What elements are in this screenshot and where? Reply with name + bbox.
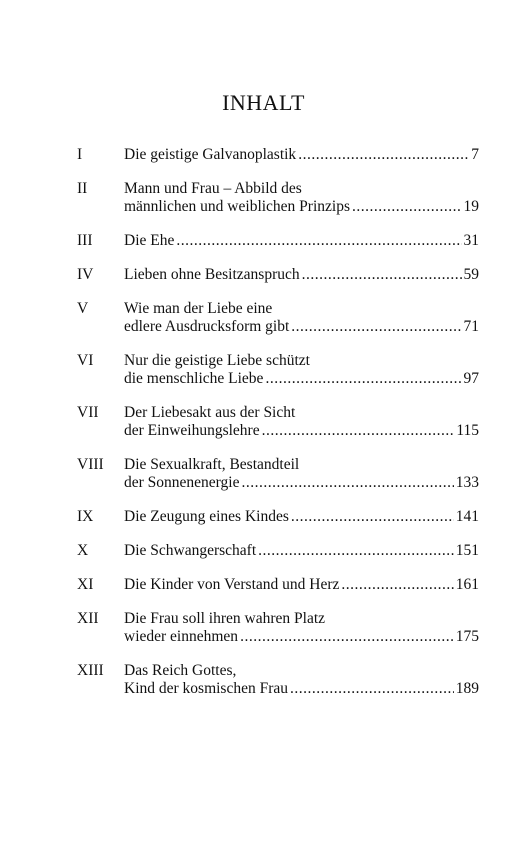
toc-entry bbox=[77, 456, 479, 492]
page-number: 175 bbox=[455, 628, 479, 645]
chapter-number: IV bbox=[77, 266, 94, 283]
chapter-title-block bbox=[124, 404, 479, 440]
dot-leader bbox=[242, 474, 454, 492]
page-number: 189 bbox=[455, 680, 479, 697]
dot-leader bbox=[176, 232, 461, 250]
page-number: 151 bbox=[455, 542, 479, 559]
chapter-title-block bbox=[124, 508, 479, 526]
chapter-title-block bbox=[124, 610, 479, 646]
chapter-title-final-line bbox=[124, 542, 479, 560]
chapter-title-line: Die Kinder von Verstand und Herz bbox=[124, 576, 340, 593]
chapter-title-line: die menschliche Liebe bbox=[124, 370, 264, 387]
page-number: 71 bbox=[463, 318, 479, 335]
dot-leader bbox=[290, 680, 454, 698]
toc-entry bbox=[77, 508, 479, 526]
chapter-title-line: Kind der kosmischen Frau bbox=[124, 680, 289, 697]
chapter-title-final-line bbox=[124, 146, 479, 164]
chapter-number: I bbox=[77, 146, 83, 163]
page-number: 141 bbox=[455, 508, 479, 525]
toc-entry bbox=[77, 232, 479, 250]
toc-entry bbox=[77, 300, 479, 336]
dot-leader bbox=[291, 318, 461, 336]
chapter-title-line: Das Reich Gottes, bbox=[124, 662, 237, 679]
chapter-title-line: der Sonnenenergie bbox=[124, 474, 240, 491]
toc-entry bbox=[77, 542, 479, 560]
toc-entry bbox=[77, 610, 479, 646]
chapter-title-line: Die Schwangerschaft bbox=[124, 542, 257, 559]
page-number: 59 bbox=[463, 266, 479, 283]
chapter-title-block bbox=[124, 662, 479, 698]
chapter-title-block bbox=[124, 576, 479, 594]
chapter-number: IX bbox=[77, 508, 94, 525]
toc-entry bbox=[77, 266, 479, 284]
chapter-title-block bbox=[124, 232, 479, 250]
chapter-number: XII bbox=[77, 610, 99, 627]
chapter-title-final-line bbox=[124, 422, 479, 440]
chapter-number: II bbox=[77, 180, 88, 197]
toc-entry bbox=[77, 404, 479, 440]
chapter-title-line: Die Sexualkraft, Bestandteil bbox=[124, 456, 300, 473]
dot-leader bbox=[298, 146, 469, 164]
dot-leader bbox=[352, 198, 462, 216]
chapter-title-final-line bbox=[124, 628, 479, 646]
toc-entry bbox=[77, 352, 479, 388]
toc-entry bbox=[77, 146, 479, 164]
chapter-title-line: Die geistige Galvanoplastik bbox=[124, 146, 297, 163]
chapter-title-final-line bbox=[124, 680, 479, 698]
table-of-contents bbox=[77, 146, 479, 698]
chapter-title-line: wieder einnehmen bbox=[124, 628, 239, 645]
page-number: 97 bbox=[463, 370, 479, 387]
chapter-title-block bbox=[124, 300, 479, 336]
chapter-number: XIII bbox=[77, 662, 104, 679]
chapter-title-final-line bbox=[124, 266, 479, 284]
chapter-title-final-line bbox=[124, 232, 479, 250]
page-number: 7 bbox=[471, 146, 479, 163]
chapter-title-final-line bbox=[124, 370, 479, 388]
page-number: 31 bbox=[463, 232, 479, 249]
chapter-number: VII bbox=[77, 404, 99, 421]
chapter-number: VIII bbox=[77, 456, 104, 473]
chapter-title-block bbox=[124, 146, 479, 164]
chapter-title-block bbox=[124, 542, 479, 560]
page-title: INHALT bbox=[222, 90, 305, 115]
chapter-number: V bbox=[77, 300, 89, 317]
chapter-title-line: Nur die geistige Liebe schützt bbox=[124, 352, 310, 369]
dot-leader bbox=[258, 542, 454, 560]
chapter-title-block bbox=[124, 352, 479, 388]
chapter-title-line: Die Frau soll ihren wahren Platz bbox=[124, 610, 326, 627]
page-number: 133 bbox=[455, 474, 479, 491]
chapter-number: VI bbox=[77, 352, 94, 369]
chapter-title-line: Die Zeugung eines Kindes bbox=[124, 508, 289, 525]
dot-leader bbox=[341, 576, 453, 594]
chapter-number: XI bbox=[77, 576, 94, 593]
chapter-title-line: der Einweihungslehre bbox=[124, 422, 260, 439]
dot-leader bbox=[302, 266, 462, 284]
chapter-title-line: edlere Ausdrucksform gibt bbox=[124, 318, 290, 335]
chapter-title-line: Lieben ohne Besitzanspruch bbox=[124, 266, 300, 283]
chapter-title-line: Wie man der Liebe eine bbox=[124, 300, 273, 317]
chapter-number: X bbox=[77, 542, 89, 559]
chapter-title-line: Die Ehe bbox=[124, 232, 175, 249]
chapter-title-line: männlichen und weiblichen Prinzips bbox=[124, 198, 350, 215]
chapter-title-final-line bbox=[124, 576, 479, 594]
page-number: 19 bbox=[463, 198, 479, 215]
chapter-title-line: Mann und Frau – Abbild des bbox=[124, 180, 302, 197]
chapter-title-final-line bbox=[124, 318, 479, 336]
dot-leader bbox=[265, 370, 461, 388]
chapter-number: III bbox=[77, 232, 93, 249]
toc-entry bbox=[77, 662, 479, 698]
toc-entry bbox=[77, 180, 479, 216]
toc-entry bbox=[77, 576, 479, 594]
chapter-title-block bbox=[124, 456, 479, 492]
dot-leader bbox=[262, 422, 455, 440]
chapter-title-block bbox=[124, 266, 479, 284]
dot-leader bbox=[291, 508, 454, 526]
chapter-title-final-line bbox=[124, 198, 479, 216]
chapter-title-line: Der Liebesakt aus der Sicht bbox=[124, 404, 296, 421]
chapter-title-block bbox=[124, 180, 479, 216]
chapter-title-final-line bbox=[124, 508, 479, 526]
chapter-title-final-line bbox=[124, 474, 479, 492]
dot-leader bbox=[240, 628, 454, 646]
page-number: 161 bbox=[455, 576, 479, 593]
page-number: 115 bbox=[456, 422, 479, 439]
